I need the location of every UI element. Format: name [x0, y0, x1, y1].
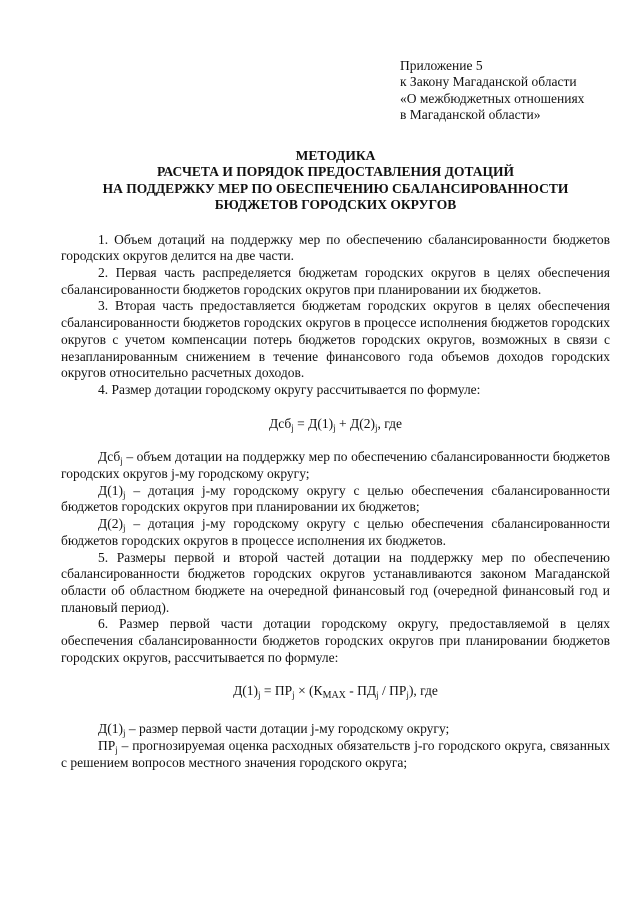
sub-j: j — [292, 689, 295, 700]
paragraph-1: 1. Объем дотаций на поддержку мер по обеспечению сбалансированности бюджетов городских округов делится на две части. — [61, 231, 610, 264]
sub-j: j — [122, 728, 126, 739]
paragraph-6: 6. Размер первой части дотации городскому округу, предоставляемой в целях обеспечения сбалансированности бюджетов городских округов при планировании бюджетов городских округов, рассчитывается по формуле: — [61, 616, 610, 665]
formula-tail: , где — [377, 415, 402, 431]
annex-line: «О межбюджетных отношениях — [400, 90, 585, 106]
annex-line: к Закону Магаданской области — [400, 74, 577, 90]
paragraph-4: 4. Размер дотации городскому округу рассчитывается по формуле: — [98, 381, 481, 397]
sub-j: j — [115, 744, 118, 755]
sub-j: j — [122, 489, 126, 500]
annex-header — [400, 58, 610, 124]
op-minus: - — [345, 682, 358, 698]
op-eq: = — [260, 682, 275, 698]
definition-d2 — [61, 516, 610, 549]
definition-text: – дотация j-му городскому округу с целью обеспечения сбалансированности бюджетов городских округов при планировании их бюджетов; — [61, 482, 610, 515]
definition-text: – дотация j-му городскому округу с целью обеспечения сбалансированности бюджетов городских округов в процессе исполнения их бюджетов. — [61, 516, 610, 548]
definition-d1-size — [61, 721, 610, 738]
sub-j: j — [376, 689, 379, 700]
paragraph-3: 3. Вторая часть предоставляется бюджетам городских округов в целях обеспечения сбалансированности бюджетов городских округов в процессе исполнения бюджетов городских округов с учетом компенсации потерь бюджетов городских округов, возможных в связи с незапланированным снижением в течение финансового года объемов доходов городских округов относительно расчетных доходов. — [61, 298, 610, 381]
sym-pr: ПР — [389, 682, 407, 698]
op-div: / — [378, 682, 390, 698]
definition-text: – размер первой части дотации j-му городскому округу; — [125, 721, 450, 737]
definition-text: – прогнозируемая оценка расходных обязательств j-го городского округа, связанных с решением вопросов местного значения городского округа; — [61, 737, 610, 770]
document-page — [61, 58, 610, 771]
sym-dsb: Дсб — [269, 415, 292, 431]
sym-d2: Д(2) — [350, 415, 375, 431]
title-line: РАСЧЕТА И ПОРЯДОК ПРЕДОСТАВЛЕНИЯ ДОТАЦИЙ — [156, 164, 515, 180]
op-eq: = — [293, 415, 309, 431]
op-times: × ( — [294, 682, 314, 698]
title-line: БЮДЖЕТОВ ГОРОДСКИХ ОКРУГОВ — [214, 197, 457, 213]
definition-text: – объем дотации на поддержку мер по обеспечению сбалансированности бюджетов городских округов j-му городскому округу; — [61, 449, 610, 482]
definition-pr — [61, 738, 610, 771]
sym-d1: Д(1) — [98, 482, 123, 498]
sym-d1: Д(1) — [308, 415, 334, 431]
title-line: НА ПОДДЕРЖКУ МЕР ПО ОБЕСПЕЧЕНИЮ СБАЛАНСИРОВАННОСТИ — [102, 180, 569, 196]
sym-d2: Д(2) — [98, 516, 123, 532]
definition-d1 — [61, 483, 610, 516]
title-line: МЕТОДИКА — [295, 147, 376, 163]
sym-k: К — [313, 682, 323, 698]
formula-1 — [61, 416, 610, 433]
sub-j: j — [333, 422, 336, 433]
op-plus: + — [335, 415, 350, 431]
annex-line: Приложение 5 — [400, 58, 483, 73]
sym-dsb: Дсб — [98, 449, 121, 465]
sub-j: j — [258, 689, 261, 700]
sub-max: MAX — [322, 689, 346, 701]
sym-d1: Д(1) — [233, 682, 259, 698]
annex-line: в Магаданской области» — [400, 107, 541, 123]
paragraph-5: 5. Размеры первой и второй частей дотации на поддержку мер по обеспечению сбалансированности бюджетов городских округов устанавливаются законом Магаданской области об областном бюджете на очередной финансовый год (очередной финансовый год и плановый период). — [61, 549, 610, 615]
formula-2 — [61, 683, 610, 700]
sub-j: j — [122, 523, 126, 534]
sub-j: j — [120, 456, 123, 467]
sub-j: j — [406, 689, 409, 700]
sub-j: j — [291, 422, 294, 433]
sym-pr: ПР — [274, 682, 293, 698]
sub-j: j — [374, 422, 378, 433]
paragraph-2: 2. Первая часть распределяется бюджетам городских округов в целях обеспечения сбалансированности бюджетов городских округов при планировании их бюджетов. — [61, 265, 610, 297]
definition-dsb — [61, 449, 610, 482]
document-title — [61, 148, 610, 214]
sym-pr: ПР — [98, 737, 116, 753]
sym-d1: Д(1) — [98, 721, 123, 737]
formula-close: ), где — [408, 682, 438, 698]
sym-pd: ПД — [357, 682, 377, 698]
